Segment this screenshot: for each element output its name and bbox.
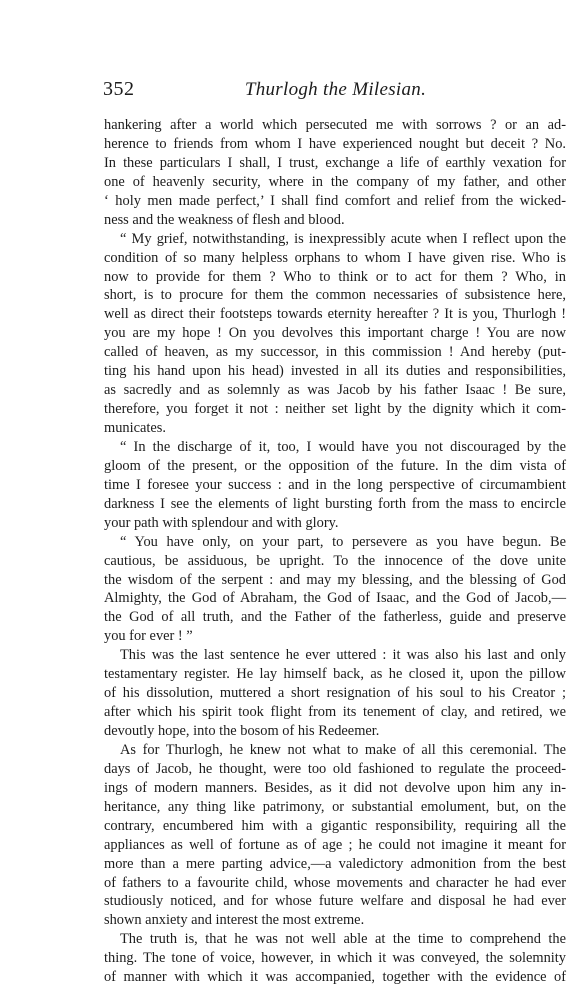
paragraph-start-line: As for Thurlogh, he knew not what to make of all this ceremonial. The bbox=[120, 741, 566, 758]
paragraph-start-line: “ My grief, notwithstanding, is inexpressibly acute when I reflect upon the bbox=[120, 230, 566, 247]
text-line: ness and the weakness of flesh and blood. bbox=[104, 211, 345, 228]
text-line: cautious, be assiduous, be upright. To the innocence of the dove unite bbox=[104, 552, 566, 569]
text-line: condition of so many helpless orphans to whom I have given rise. Who is bbox=[104, 249, 566, 266]
text-line: of manner with which it was accompanied, together with the evidence of bbox=[104, 969, 566, 986]
paragraph-start-line: The truth is, that he was not well able at the time to comprehend the bbox=[120, 931, 566, 948]
text-line: devoutly hope, into the bosom of his Redeemer. bbox=[104, 723, 380, 739]
text-line: time I foresee your success : and in the long perspective of circumambient bbox=[104, 476, 566, 493]
text-line: contrary, encumbered him with a gigantic responsibility, requiring all the bbox=[104, 817, 566, 834]
paragraph-start-line: “ In the discharge of it, too, I would have you not discouraged by the bbox=[120, 438, 566, 455]
text-line: you for ever ! ” bbox=[104, 628, 193, 645]
text-line: municates. bbox=[104, 420, 166, 436]
text-line: In these particulars I shall, I trust, exchange a life of earthly vexation for bbox=[104, 154, 566, 171]
running-title: Thurlogh the Milesian. bbox=[244, 79, 427, 100]
text-line: of fathers to a favourite child, whose movements and character he had ever bbox=[104, 874, 566, 891]
body-text bbox=[104, 116, 566, 987]
text-line: darkness I see the elements of light bursting forth from the mass to encircle bbox=[104, 495, 566, 512]
text-line: appliances as well of fortune as of age ; he could not imagine it meant for bbox=[104, 836, 566, 853]
text-line: studiously noticed, and for whose future welfare and disposal he had ever bbox=[104, 893, 566, 910]
text-line: herence to friends from whom I have experienced nought but deceit ? No. bbox=[104, 135, 566, 152]
text-line: one of heavenly security, where in the company of my father, and other bbox=[104, 173, 566, 190]
text-line: testamentary register. He lay himself back, as he closed it, upon the pillow bbox=[104, 666, 566, 683]
text-line: gloom of the present, or the opposition of the future. In the dim vista of bbox=[104, 457, 566, 474]
text-line: ings of modern manners. Besides, as it did not devolve upon him any in- bbox=[104, 779, 566, 796]
paragraph-start-line: “ You have only, on your part, to persevere as you have begun. Be bbox=[120, 533, 566, 550]
text-line: after which his spirit took flight from its tenement of clay, and retired, we bbox=[104, 704, 566, 721]
text-line: heritance, any thing like patrimony, or substantial emolument, but, on the bbox=[104, 798, 566, 815]
text-line: more than a mere parting advice,—a valedictory admonition from the best bbox=[104, 855, 566, 872]
text-line: as sacredly and as solemnly as was Jacob by his father Isaac ! Be sure, bbox=[104, 382, 566, 399]
text-line: hankering after a world which persecuted me with sorrows ? or an ad- bbox=[104, 117, 566, 133]
text-line: well as direct their footsteps towards eternity hereafter ? It is you, Thurlogh ! bbox=[104, 306, 566, 323]
text-line: days of Jacob, he thought, were too old fashioned to regulate the proceed- bbox=[104, 760, 566, 777]
text-line: the God of all truth, and the Father of the fatherless, guide and preserve bbox=[104, 609, 566, 626]
paragraph-start-line: This was the last sentence he ever uttered : it was also his last and only bbox=[120, 647, 566, 664]
text-line: now to provide for them ? Who to think or to act for them ? Who, in bbox=[104, 268, 566, 285]
text-line: your path with splendour and with glory. bbox=[104, 514, 339, 531]
text-line: therefore, you forget it not : neither set light by the dignity which it com- bbox=[104, 401, 566, 418]
text-line: Almighty, the God of Abraham, the God of Isaac, and the God of Jacob,— bbox=[104, 590, 566, 607]
text-line: ‘ holy men made perfect,’ I shall find comfort and relief from the wicked- bbox=[104, 192, 566, 209]
text-line: of his dissolution, muttered a short resignation of his soul to his Creator ; bbox=[104, 685, 566, 702]
text-line: short, is to procure for them the common necessaries of subsistence here, bbox=[104, 287, 566, 304]
text-line: called of heaven, as my successor, in this commission ! And hereby (put- bbox=[104, 344, 566, 361]
page-number: 352 bbox=[103, 78, 135, 100]
text-line: the wisdom of the serpent : and may my blessing, and the blessing of God bbox=[104, 571, 566, 588]
page-header bbox=[103, 78, 568, 104]
text-line: ting his hand upon his head) invested in all its duties and responsibilities, bbox=[104, 363, 566, 380]
text-line: you are my hope ! On you devolves this important charge ! You are now bbox=[104, 325, 566, 342]
text-line: shown anxiety and interest the most extreme. bbox=[104, 912, 365, 929]
text-line: thing. The tone of voice, however, in which it was conveyed, the solemnity bbox=[104, 950, 566, 967]
